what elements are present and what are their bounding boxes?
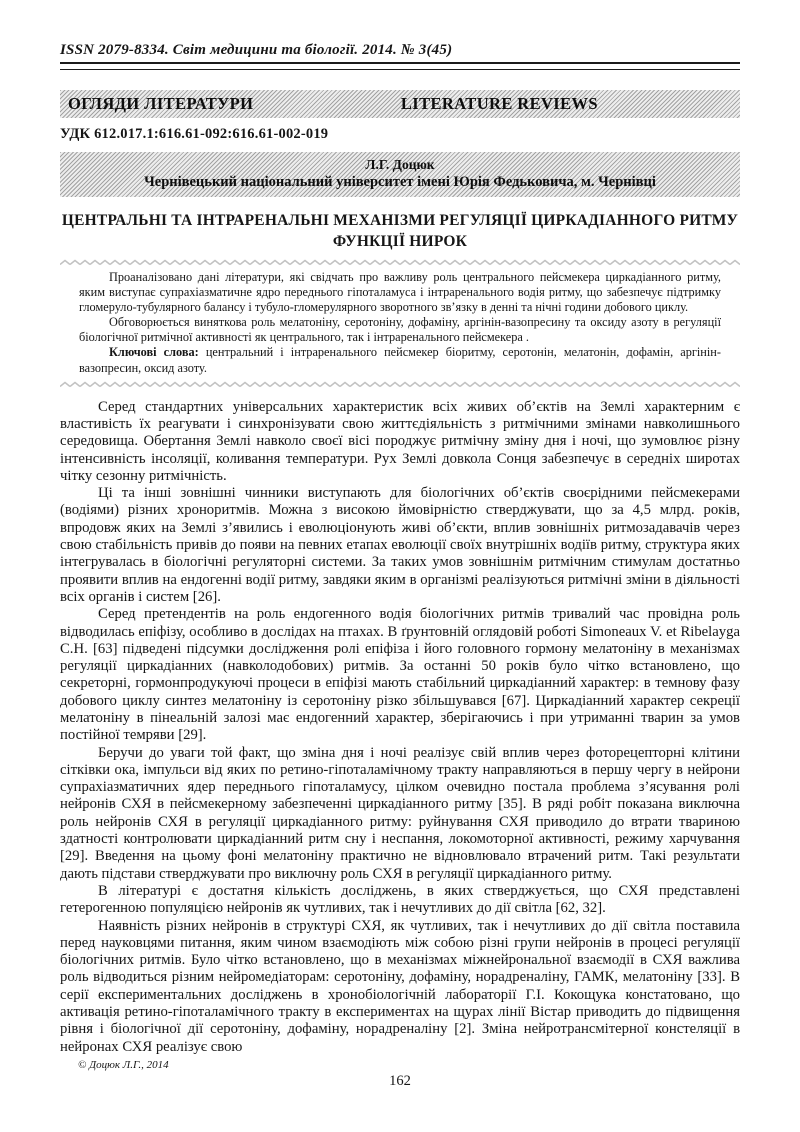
body-paragraph: В літературі є достатня кількість досліджень, в яких стверджується, що СХЯ представлені гетерогенною популяцією нейронів як чутливих, так і нечутливих до дії світла [62, 32]. <box>60 882 740 917</box>
zigzag-divider-bottom <box>60 381 740 388</box>
section-banner-label-en: LITERATURE REVIEWS <box>400 94 598 113</box>
body-paragraph: Серед претендентів на роль ендогенного водія біологічних ритмів тривалий час провідна роль відводилась епіфізу, особливо в дослідах на птахах. В ґрунтовній оглядовій роботі Simoneaux V. et Ribelayga C.H. [63] підведені підсумки дослідження ролі епіфіза і його головного гормону мелатоніну в механізмах регуляції циркадіанних (навколодобових) ритмів. За останні 50 років було чітко встановлено, що секреторні, гормонпродукуючі процеси в епіфізі мають стабільний циркадіанний характер: в темнову фазу добового циклу синтез мелатоніну із серотоніну різко збільшувався [67]. Циркадіанний характер секреції мелатоніну в пінеальній залозі має ендогенний характер, зберігаючись і при утриманні тварин за умов постійної темряви [29]. <box>60 606 740 744</box>
author-affiliation: Чернівецький національний університет імені Юрія Федьковича, м. Чернівці <box>144 174 656 190</box>
abstract-block <box>60 270 740 376</box>
keywords-text: центральний і інтраренального пейсмекер біоритму, серотонін, мелатонін, дофамін, аргінін-вазопресин, оксид азоту. <box>79 345 721 375</box>
page-number: 162 <box>389 1072 411 1089</box>
body-paragraph: Беручи до уваги той факт, що зміна дня і ночі реалізує свій вплив через фоторецепторні клітини сітківки ока, імпульси від яких по ретино-гіпоталамічному тракту направляються в першу чергу в нейрони супрахіазматичних ядер переднього гіпоталамусу, цілком очевидно постала проблема з’ясування ролі нейронів СХЯ в пейсмекерному забезпеченні циркадіанного ритму [35]. В ряді робіт показана виключна роль нейронів СХЯ в регуляції циркадіанного ритму: руйнування СХЯ приводило до втрати твариною здатності контролювати циркадіанний ритм сну і неспання, локомоторної активності, режиму харчування [29]. Введення на цьому фоні мелатоніну практично не відновлювало втрачений ритм. Такі результати дають підстави стверджувати про виключну роль СХЯ в регуляції циркадіанного ритму. <box>60 744 740 882</box>
section-banner <box>60 90 740 118</box>
abstract-paragraph: Проаналізовано дані літератури, які свідчать про важливу роль центрального пейсмекера циркадіанного ритму, яким виступає супрахіазматичне ядро переднього гіпоталамуса і інтраренального водія ритму, що забезпечує підтримку гломеруло-тубулярного балансу і тубуло-гломерулярного зворотного зв’язку в денні та нічні години добового циклу. <box>79 270 721 315</box>
article-body <box>60 399 740 1056</box>
author-banner <box>60 152 740 197</box>
udc-line: УДК 612.017.1:616.61-092:616.61-002-019 <box>60 126 329 142</box>
article-title: ЦЕНТРАЛЬНІ ТА ІНТРАРЕНАЛЬНІ МЕХАНІЗМИ РЕГУЛЯЦІЇ ЦИРКАДІАННОГО РИТМУ ФУНКЦІЇ НИРОК <box>61 212 739 250</box>
issn-header-line: ISSN 2079-8334. Світ медицини та біології. 2014. № 3(45) <box>60 42 453 58</box>
body-paragraph: Серед стандартних універсальних характеристик всіх живих об’єктів на Землі характерним є властивість їх реагувати і синхронізувати свою життєдіяльність з ритмічними змінами навколишнього середовища. Обертання Землі навколо своєї вісі породжує ритмічну зміну дня і ночі, що зумовлює різну інтенсивність інсоляції, коливання температури. Рух Землі довкола Сонця забезпечує в середніх широтах чітку сезонну ритмічність. <box>60 398 740 484</box>
header-double-rule <box>60 62 740 70</box>
keywords-label: Ключові слова: <box>109 345 199 360</box>
author-name: Л.Г. Доцюк <box>365 157 435 172</box>
copyright-note: © Доцюк Л.Г., 2014 <box>78 1058 169 1071</box>
section-banner-label-uk: ОГЛЯДИ ЛІТЕРАТУРИ <box>68 94 254 113</box>
abstract-paragraph: Обговорюється виняткова роль мелатоніну, серотоніну, дофаміну, аргінін-вазопресину та оксиду азоту в регуляції біологічної ритмічної активності як центрального, так і інтраренального пейсмекера . <box>79 315 721 345</box>
keywords-paragraph <box>79 345 721 375</box>
body-paragraph: Ці та інші зовнішні чинники виступають для біологічних об’єктів своєрідними пейсмекерами (водіями) різних хроноритмів. Можна з високою ймовірністю стверджувати, що за 4,5 млрд. років, впродовж яких на Землі з’явились і еволюціонують живі об’єкти, вплив зовнішніх ритмозадавачів через свою стабільність привів до появи на певних етапах еволюції своїх внутрішніх водіїв ритму, структура яких інтегрувалась в біологічні регуляторні системи. За таких умов зовнішнім ритмічним стимулам достатньо проявити вплив на ендогенні водії ритму, завдяки яким в організмі реалізуються ритмічні зміни в діяльності всіх органів і систем [26]. <box>60 485 740 605</box>
page-content <box>60 0 740 1090</box>
body-paragraph: Наявність різних нейронів в структурі СХЯ, як чутливих, так і нечутливих до дії світла поставила перед науковцями питання, яким чином взаємодіють між собою різні групи нейронів в процесі регуляції біологічних ритмів. Було чітко встановлено, що в механізмах міжнейрональної взаємодії в СХЯ важлива роль відводиться різним нейромедіаторам: серотоніну, дофаміну, норадреналіну, ГАМК, мелатоніну [33]. В серії експериментальних досліджень в хронобіологічній лабораторії Г.І. Кокощука констатовано, що активація ретино-гіпоталамічного тракту в експериментах на щурах лінії Вістар приводить до підвищення рівня і біологічної дії серотоніну, дофаміну, норадреналіну [2]. Зміна нейротрансмітерної констеляції в нейронах СХЯ реалізує свою <box>60 917 740 1055</box>
zigzag-divider-top <box>60 259 740 266</box>
